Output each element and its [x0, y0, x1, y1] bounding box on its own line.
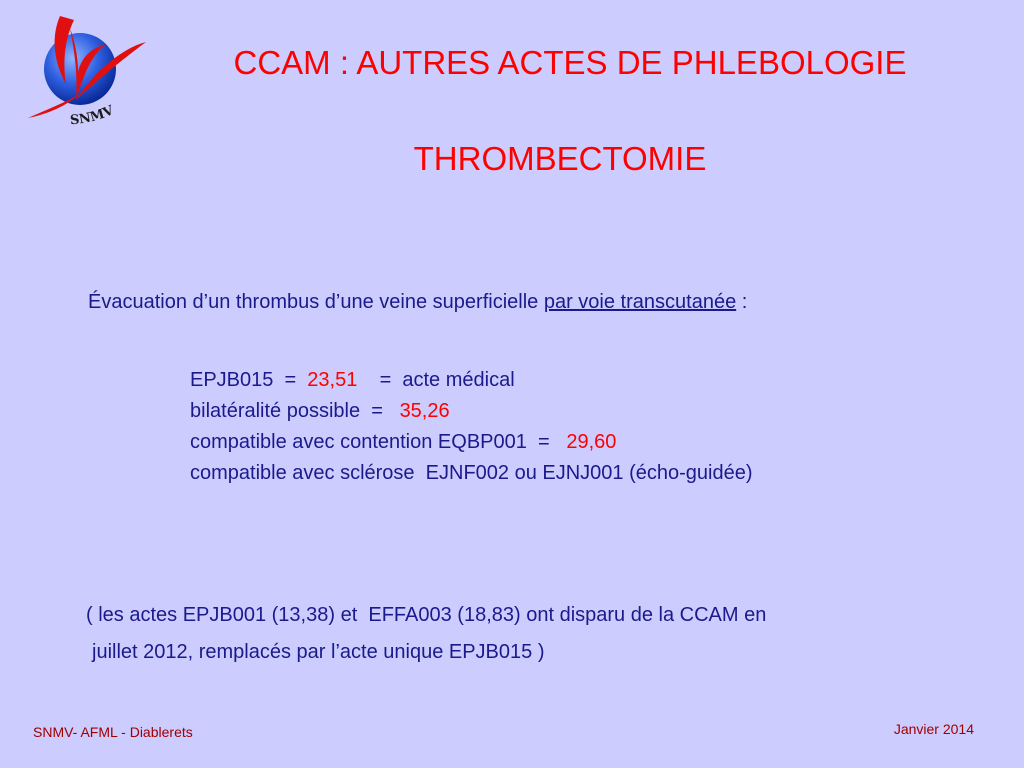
snmv-logo-graphic — [22, 14, 150, 132]
intro-text: Évacuation d’un thrombus d’une veine superficielle — [88, 291, 544, 313]
detail-2-value: 35,26 — [399, 400, 450, 422]
footer-date: Janvier 2014 — [893, 721, 974, 737]
details-block — [190, 365, 753, 489]
note-block — [86, 597, 766, 671]
intro-line — [88, 291, 747, 314]
note-line-1: ( les actes EPJB001 (13,38) et EFFA003 (18,83) ont disparu de la CCAM en — [86, 604, 767, 626]
slide-title: CCAM : AUTRES ACTES DE PHLEBOLOGIE — [233, 44, 907, 81]
detail-line-1 — [190, 365, 753, 396]
intro-underlined: par voie transcutanée — [543, 291, 737, 313]
detail-line-4: compatible avec sclérose EJNF002 ou EJNJ001 (écho-guidée) — [190, 462, 753, 484]
logo-label: SNMV — [69, 103, 117, 129]
footer-organization: SNMV- AFML - Diablerets — [33, 724, 193, 740]
snmv-logo — [22, 14, 150, 132]
note-line-2: juillet 2012, remplacés par l’acte unique EPJB015 ) — [92, 641, 545, 663]
detail-3-value: 29,60 — [566, 431, 617, 453]
intro-suffix: : — [736, 291, 748, 313]
detail-line-2 — [190, 396, 753, 427]
detail-1-value: 23,51 — [307, 369, 358, 391]
detail-1-prefix: EPJB015 = — [190, 369, 308, 391]
detail-2-prefix: bilatéralité possible = — [190, 400, 400, 422]
slide-subtitle: THROMBECTOMIE — [413, 140, 707, 177]
detail-3-prefix: compatible avec contention EQBP001 = — [190, 431, 567, 453]
detail-1-suffix: = acte médical — [357, 369, 515, 391]
detail-line-3 — [190, 427, 753, 458]
